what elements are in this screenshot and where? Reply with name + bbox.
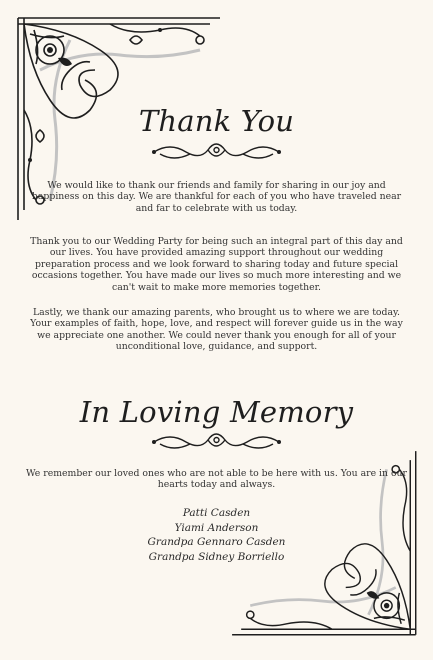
memorial-names-list [0,506,433,564]
memorial-name: Grandpa Gennaro Casden [147,536,286,549]
ornamental-divider [150,430,283,454]
in-loving-memory-heading: In Loving Memory [79,395,354,429]
thanks-paragraph-friends: We would like to thank our friends and family for sharing in our joy and happiness on this day. We are thankful for each of you who have traveled near and far to celebrate with us today. [31,180,402,214]
memorial-name: Grandpa Sidney Borriello [148,550,285,563]
ornamental-divider [150,140,283,164]
thank-you-heading: Thank You [138,104,295,138]
memory-paragraph: We remember our loved ones who are not able to be here with us. You are in our hearts today and always. [26,468,407,491]
memorial-name: Patti Casden [182,507,251,519]
thanks-paragraph-wedding-party: Thank you to our Wedding Party for being such an integral part of this day and our lives. You have provided amazing support throughout our wedding preparation process and we look forward to sharing today and future special occasions together. You have made our lives so much more interesting and we can't wait to make more memories together. [30,236,403,293]
thanks-paragraph-parents: Lastly, we thank our amazing parents, who brought us to where we are today. Your examples of faith, hope, love, and respect will forever guide us in the way we appreciate one another. We could never thank you enough for all of your unconditional love, guidance, and support. [30,307,403,353]
memorial-name: Yiami Anderson [174,521,259,534]
